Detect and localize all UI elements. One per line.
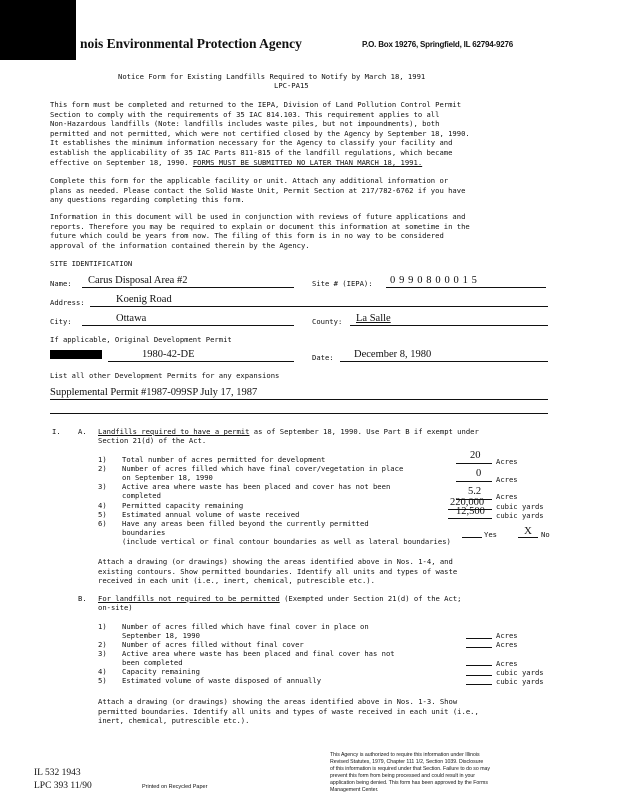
a-item-1-value[interactable]: 20 [470, 450, 481, 461]
name-label: Name: [50, 279, 72, 288]
name-field-underline [82, 287, 294, 288]
a-item-5-unit: cubic yards [496, 511, 544, 520]
address-label: Address: [50, 298, 85, 307]
a-item-5-underline [448, 518, 492, 519]
original-permit-label: If applicable, Original Development Permit [50, 335, 232, 344]
a-item-2-text: Number of acres filled which have final cover/vegetation in place [122, 464, 404, 473]
form-code-2: LPC 393 11/90 [34, 781, 92, 791]
site-number-underline [386, 287, 546, 288]
expansion-permits-underline [50, 399, 548, 400]
part-b-heading-line2: on-site) [98, 603, 133, 612]
permit-date-field[interactable]: December 8, 1980 [354, 349, 432, 360]
site-number-field[interactable]: 0 9 9 0 8 0 0 0 1 5 [390, 275, 478, 286]
a-item-2-value[interactable]: 0 [476, 468, 482, 479]
b-item-2-underline [466, 647, 492, 648]
expansion-permits-underline-2 [50, 413, 548, 414]
a-item-6-num: 6) [98, 519, 107, 528]
part-a-letter: A. [78, 427, 87, 436]
a-item-4-text: Permitted capacity remaining [122, 501, 244, 510]
b-item-1-num: 1) [98, 622, 107, 631]
b-item-4-underline [466, 675, 492, 676]
part-a-heading: Landfills required to have a permit as of September 18, 1990. Use Part B if exempt under [98, 427, 479, 436]
intro-paragraph-3: Information in this document will be used in conjunction with reviews of future applications and reports. Therefore you may be required to explain or document this information at sometime in the future which could be years from now. The filing of this form is in no way to be considered approval of the information contained therein by the Agency. [50, 212, 470, 250]
expansion-permits-field[interactable]: Supplemental Permit #1987-099SP July 17, 1987 [50, 387, 258, 398]
expansion-permits-label: List all other Development Permits for any expansions [50, 371, 280, 380]
intro-paragraph-1: This form must be completed and returned to the IEPA, Division of Land Pollution Control Permit Section to comply with the requirements of 35 IAC 814.103. This requirement applies to all Non-Hazardous landfills (Note: landfills includes waste piles, but not impoundments), both permitted and not permitted, which were not certified closed by the Agency by September 18, 1990. It establishes the minimum information necessary for the Agency to classify your facility and establish the applicability of 35 IAC Parts 811-815 of the landfill regulations, which became effective on September 18, 1990. FORMS MUST BE SUBMITTED NO LATER THAN MARCH 18, 1991. [50, 100, 470, 167]
a-item-1-unit: Acres [496, 457, 518, 466]
no-checkbox[interactable]: X [524, 525, 532, 537]
form-code-1: IL 532 1943 [34, 768, 81, 778]
b-item-2-unit: Acres [496, 640, 518, 649]
a-item-3-unit: Acres [496, 492, 518, 501]
a-item-1-text: Total number of acres permitted for development [122, 455, 326, 464]
b-item-5-text: Estimated volume of waste disposed of annually [122, 676, 322, 685]
b-item-3-num: 3) [98, 649, 107, 658]
a-item-3-num: 3) [98, 482, 107, 491]
no-label: No [541, 530, 550, 539]
b-item-3-text-2: been completed [122, 658, 183, 667]
b-item-4-text: Capacity remaining [122, 667, 200, 676]
redaction-bar [50, 350, 102, 359]
logo-block [0, 0, 76, 60]
recycled-paper-note: Printed on Recycled Paper [142, 784, 208, 790]
b-item-1-text-2: September 18, 1990 [122, 631, 200, 640]
city-field[interactable]: Ottawa [116, 313, 147, 324]
b-item-2-text: Number of acres filled without final cover [122, 640, 304, 649]
a-item-3-text: Active area where waste has been placed and cover has not been [122, 482, 391, 491]
county-label: County: [312, 317, 343, 326]
a-item-3-text-2: completed [122, 491, 161, 500]
agency-name: nois Environmental Protection Agency [80, 36, 302, 51]
a-item-2-underline [456, 481, 492, 482]
yes-label: Yes [484, 530, 497, 539]
a-item-6-text: Have any areas been filled beyond the currently permitted [122, 519, 369, 528]
a-item-3-value[interactable]: 5.2 [468, 486, 482, 497]
part-b-attach-instructions: Attach a drawing (or drawings) showing the areas identified above in Nos. 1-3. Show permitted boundaries. Identify all units and types of waste received in each unit (i.e., inert, chemical, putrescible etc.). [98, 697, 479, 726]
b-item-1-underline [466, 638, 492, 639]
county-underline [350, 325, 548, 326]
county-field[interactable]: La Salle [356, 313, 391, 324]
a-item-4-unit: cubic yards [496, 502, 544, 511]
a-item-5-text: Estimated annual volume of waste received [122, 510, 300, 519]
city-label: City: [50, 317, 72, 326]
original-permit-underline [108, 361, 294, 362]
permit-date-label: Date: [312, 353, 334, 362]
site-number-label: Site # (IEPA): [312, 279, 373, 288]
b-item-5-unit: cubic yards [496, 677, 544, 686]
b-item-5-num: 5) [98, 676, 107, 685]
b-item-5-underline [466, 684, 492, 685]
b-item-4-num: 4) [98, 667, 107, 676]
b-item-1-text: Number of acres filled which have final cover in place on [122, 622, 369, 631]
a-item-1-num: 1) [98, 455, 107, 464]
a-item-1-underline [456, 463, 492, 464]
b-item-3-text: Active area where waste has been placed and final cover has not [122, 649, 395, 658]
b-item-1-unit: Acres [496, 631, 518, 640]
part-b-heading: For landfills not required to be permitted (Exempted under Section 21(d) of the Act; [98, 594, 462, 603]
name-field[interactable]: Carus Disposal Area #2 [88, 275, 188, 286]
yes-underline [462, 537, 482, 538]
legal-notice: This Agency is authorized to require this information under Illinois Revised Statutes, 1979, Chapter 111 1/2, Section 1039. Disclosure of this information is required under that Section. Failure to do so may prevent this form from being processed and could result in your application being denied. This form has been approved by the Forms Management Center. [330, 752, 491, 793]
b-item-3-unit: Acres [496, 659, 518, 668]
part-a-heading-line2: Section 21(d) of the Act. [98, 436, 207, 445]
deadline-notice: FORMS MUST BE SUBMITTED NO LATER THAN MARCH 18, 1991. [192, 157, 423, 167]
permit-date-underline [340, 361, 548, 362]
a-item-5-num: 5) [98, 510, 107, 519]
a-item-4-value[interactable]: 220,000 [450, 497, 485, 508]
b-item-3-underline [466, 665, 492, 666]
no-underline [518, 537, 538, 538]
form-code: LPC-PA15 [274, 81, 309, 90]
intro-paragraph-2: Complete this form for the applicable facility or unit. Attach any additional information or plans as needed. Please contact the Solid Waste Unit, Permit Section at 217/782-6762 if you have any questions regarding completing this form. [50, 176, 466, 205]
b-item-2-num: 2) [98, 640, 107, 649]
b-item-4-unit: cubic yards [496, 668, 544, 677]
address-field[interactable]: Koenig Road [116, 294, 172, 305]
a-item-2-num: 2) [98, 464, 107, 473]
a-item-5-value[interactable]: 12,500 [456, 506, 485, 517]
a-item-2-text-2: on September 18, 1990 [122, 473, 213, 482]
a-item-6-text-2: boundaries [122, 528, 166, 537]
city-underline [82, 325, 294, 326]
original-permit-field[interactable]: 1980-42-DE [142, 349, 195, 360]
part-b-letter: B. [78, 594, 87, 603]
agency-address: P.O. Box 19276, Springfield, IL 62794-9276 [362, 40, 513, 49]
a-item-4-num: 4) [98, 501, 107, 510]
address-underline [90, 306, 548, 307]
site-identification-heading: SITE IDENTIFICATION [50, 259, 133, 268]
a-item-6-subtext: (include vertical or final contour boundaries as well as lateral boundaries) [122, 537, 451, 546]
a-item-2-unit: Acres [496, 475, 518, 484]
section-numeral: I. [52, 427, 61, 436]
part-a-attach-instructions: Attach a drawing (or drawings) showing the areas identified above in Nos. 1-4, and existing contours. Show permitted boundaries. Identify all units and types of waste received in each unit (i.e., inert, chemical, putrescible etc.). [98, 557, 458, 586]
form-title: Notice Form for Existing Landfills Required to Notify by March 18, 1991 [118, 72, 426, 81]
